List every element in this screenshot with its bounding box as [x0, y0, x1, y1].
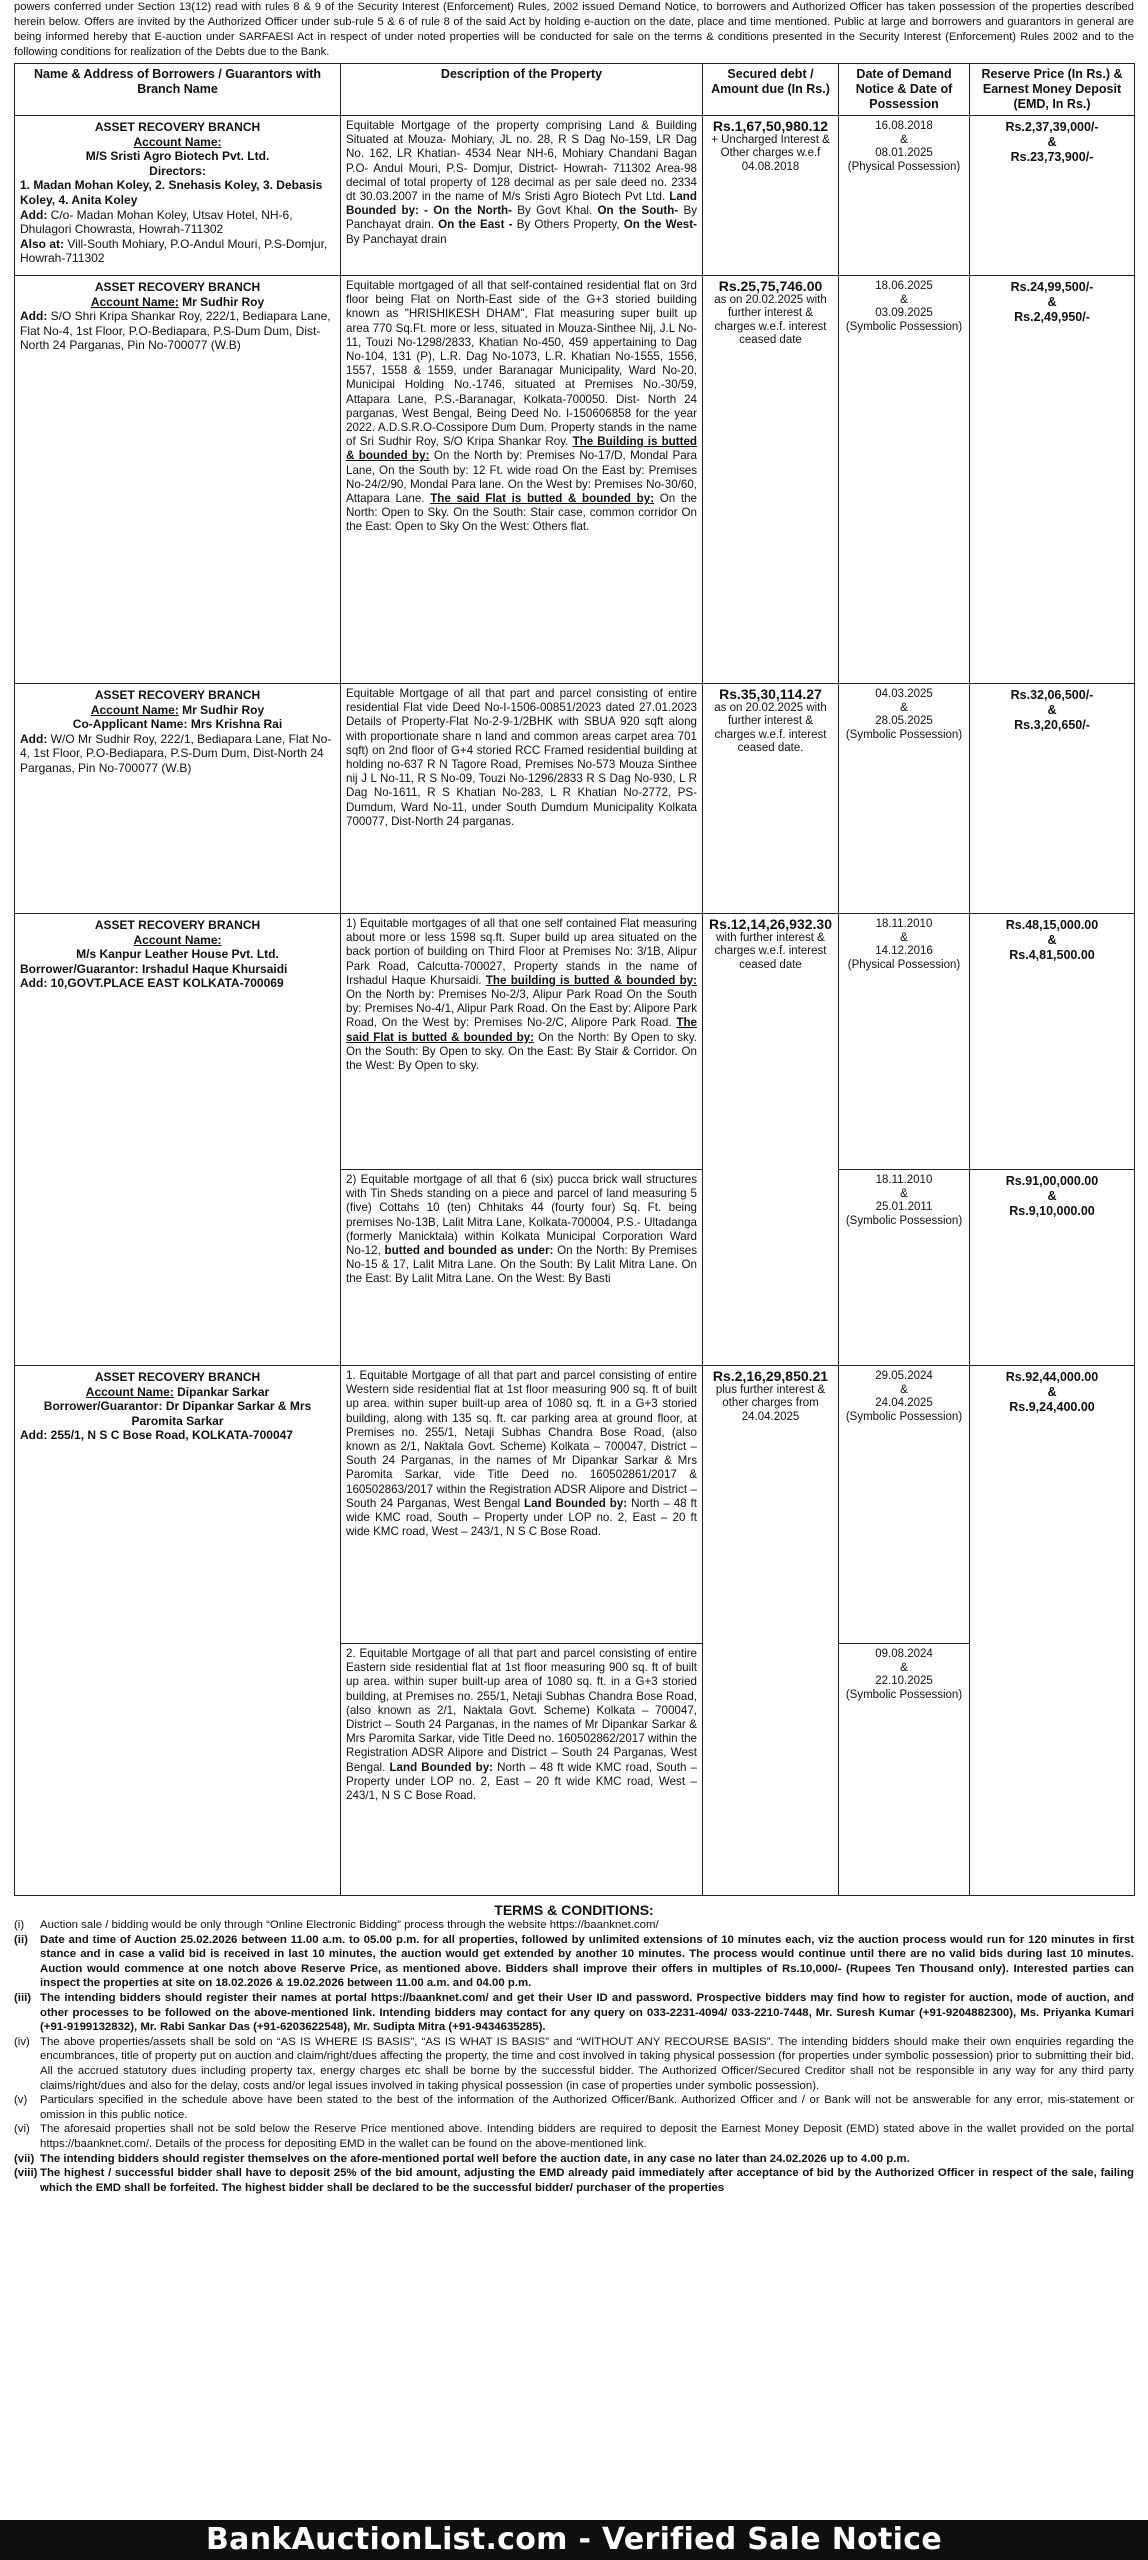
property-description: 1. Equitable Mortgage of all that part and parcel consisting of entire Western side residential flat at 1st floor measuring 900 sq. ft of built up area. within super built-up area of 1080 sq. ft. in a G+3 storied building, along with 135 sq. ft. car parking area at ground floor, at Premises no. 255/1, Netaji Subhas Chandra Bose Road, (also known as 2/1, Naktala Govt. Scheme) Kolkata – 700047, District – South 24 Parganas, in the names of Mr Dipankar Sarkar & Mrs Paromita Sarkar, vide Title Deed no. 160502861/2017 & 160502863/2017 within the Registration ADSR Alipore and District – South 24 Parganas, West Bengal [346, 1369, 697, 1510]
table-row [15, 116, 1135, 276]
terms-list [14, 1918, 1134, 2195]
reserve-price: Rs.2,37,39,000/- [1005, 120, 1099, 134]
bounded-label: Land Bounded by: [523, 1496, 628, 1510]
account-label: Account Name: [90, 294, 179, 309]
possession-date: 28.05.2025 [875, 715, 933, 728]
footer-banner: BankAuctionList.com - Verified Sale Notice [0, 2520, 1148, 2560]
debt-cell [703, 914, 839, 1366]
emd-amount: Rs.2,49,950/- [1014, 310, 1090, 324]
dates-cell [839, 914, 970, 1170]
branch-name: ASSET RECOVERY BRANCH [94, 280, 261, 294]
ampersand: & [1047, 703, 1057, 717]
possession-type: (Symbolic Possession) [845, 1214, 963, 1227]
demand-date: 09.08.2024 [875, 1648, 933, 1660]
demand-date: 18.06.2025 [875, 280, 933, 292]
possession-date: 08.01.2025 [875, 147, 933, 160]
directors-label: Directors: [149, 163, 206, 178]
header-description: Description of the Property [341, 64, 703, 116]
property-description: 1) Equitable mortgages of all that one self contained Flat measuring about more or less 1598 sq.ft. Super build up area situated on the back portion of building on Third Floor at Premises No: 3/1B, Alipur Park Road, Calcutta-700027, Property stands in the name of Irshadul Haque Khursaidi. [346, 917, 697, 987]
borrower-cell [15, 1366, 341, 1896]
possession-type: (Symbolic Possession) [845, 320, 963, 333]
building-bounded-label: The Building is butted & bounded by: [346, 435, 698, 463]
emd-amount: Rs.4,81,500.00 [1009, 948, 1095, 962]
description-cell [341, 914, 703, 1170]
borrower-cell [15, 684, 341, 914]
emd-amount: Rs.9,10,000.00 [1009, 1204, 1095, 1218]
header-reserve: Reserve Price (In Rs.) & Earnest Money Deposit (EMD, In Rs.) [970, 64, 1135, 116]
address-text: C/o- Madan Mohan Koley, Utsav Hotel, NH-6, Dhulagori Chowrasta, Howrah-711302 [20, 207, 293, 237]
account-label: Account Name: [133, 932, 222, 947]
bounded-label: Land Bounded by: - On the North- [346, 190, 697, 218]
property-description: 2) Equitable mortgage of all that 6 (six) pucca brick wall structures with Tin Sheds standing on a piece and parcel of land measuring 5 (five) Cottahs 10 (ten) Chhitaks 44 (fourty four) Sq. Ft. being premises No-13B, Lalit Mitra Lane, Kolkata-700004, P.S.- Ultadanga (formerly Manicktala) within Kolkata Municipal Corporation Ward No-12, [346, 1173, 697, 1258]
possession-date: 22.10.2025 [875, 1675, 933, 1688]
guarantor-label: Borrower/Guarantor: [43, 1399, 163, 1414]
account-name: Mr Sudhir Roy [182, 702, 265, 717]
possession-date: 14.12.2016 [875, 945, 933, 958]
debt-cell [703, 1366, 839, 1896]
guarantor-name: Irshadul Haque Khursaidi [142, 961, 288, 976]
term-item [14, 1918, 1134, 1933]
address-label: Add: [20, 309, 48, 324]
debt-note: + Uncharged Interest & Other charges w.e.f 04.08.2018 [711, 133, 830, 173]
ampersand: & [900, 293, 908, 306]
debt-note: plus further interest & other charges from 24.04.2025 [715, 1383, 826, 1423]
description-cell [341, 276, 703, 684]
reserve-price: Rs.24,99,500/- [1010, 280, 1094, 294]
debt-amount: Rs.1,67,50,980.12 [712, 118, 829, 134]
possession-type: (Symbolic Possession) [845, 728, 963, 741]
term-item [14, 2035, 1134, 2093]
coapplicant-name: Mrs Krishna Rai [190, 717, 283, 732]
demand-date: 18.11.2010 [875, 1174, 933, 1186]
dates-cell [839, 1644, 970, 1896]
reserve-cell [970, 1170, 1135, 1366]
ampersand: & [900, 701, 908, 714]
reserve-price: Rs.32,06,500/- [1010, 688, 1094, 702]
ampersand: & [900, 1661, 908, 1674]
bounded-text: North – 48 ft wide KMC road, South – Property under LOP no. 2, East – 20 ft wide KMC road, West – 243/1, N S C Bose Road. [346, 1760, 697, 1803]
emd-amount: Rs.3,20,650/- [1014, 718, 1090, 732]
debt-cell [703, 116, 839, 276]
bound-south: By Panchayat drain. [346, 204, 697, 232]
term-number: (iv) [14, 2035, 30, 2048]
account-name: M/S Sristi Agro Biotech Pvt. Ltd. [85, 149, 270, 164]
also-at-text: Vill-South Mohiary, P.O-Andul Mouri, P.S-Domjur, Howrah-711302 [20, 236, 328, 266]
reserve-price: Rs.92,44,000.00 [1005, 1370, 1099, 1384]
table-row [15, 914, 1135, 1170]
possession-type: (Physical Possession) [847, 160, 961, 173]
bound-west: By Panchayat drain [346, 232, 447, 246]
directors-list: 1. Madan Mohan Koley, 2. Snehasis Koley, 3. Debasis Koley, 4. Anita Koley [20, 178, 323, 207]
term-text: Particulars specified in the schedule above have been stated to the best of the information of the Authorized Officer/Bank. Authorized Officer and / or Bank will not be answerable for any error, mis-statement or omission in this public notice. [40, 2094, 1134, 2121]
emd-amount: Rs.9,24,400.00 [1009, 1400, 1095, 1414]
debt-note: as on 20.02.2025 with further interest & charges w.e.f. interest ceased date. [714, 701, 827, 755]
branch-name: ASSET RECOVERY BRANCH [94, 918, 261, 932]
building-bounded-text: On the North by: Premises No-2/3, Alipur Park Road On the South by: Premises No-4/1, Alipur Park Road. On the East by: Alipore Park Road, On the West by: Premises No-2/C, Alipore Park Road. [346, 988, 697, 1030]
ampersand: & [900, 1187, 908, 1200]
term-text: The intending bidders should register themselves on the afore-mentioned portal well before the auction date, in any case no later than 24.02.2026 up to 4.00 p.m. [40, 2152, 910, 2165]
description-cell [341, 116, 703, 276]
possession-date: 25.01.2011 [875, 1201, 933, 1214]
term-text: The aforesaid properties shall not be sold below the Reserve Price mentioned above. Intending bidders are required to deposit the Earnest Money Deposit (EMD) stated above in the wallet provided on the portal https://baanknet.com/. Details of the process for depositing EMD in the wallet can be found on the above-mentioned link. [40, 2123, 1134, 2150]
ampersand: & [900, 1383, 908, 1396]
demand-date: 16.08.2018 [875, 120, 933, 132]
ampersand: & [1047, 1385, 1057, 1399]
term-number: (v) [14, 2094, 28, 2107]
possession-type: (Symbolic Possession) [845, 1688, 963, 1701]
ampersand: & [1047, 933, 1057, 947]
coapplicant-label: Co-Applicant Name: [72, 717, 188, 732]
term-item [14, 2093, 1134, 2122]
possession-date: 03.09.2025 [875, 307, 933, 320]
term-number: (iii) [14, 1991, 32, 2004]
term-text: Date and time of Auction 25.02.2026 between 11.00 a.m. to 05.00 p.m. for all properties, followed by unlimited extensions of 10 minutes each, viz the auction process would run for 120 minutes in first stance and in case a valid bid is received in last 10 minutes, the auction would get extended by another 10 minutes. The process would continue until there are no valid bids during last 10 minutes. Auction would commence at one notch above Reserve Price, as mentioned above. Bidders shall improve their offers in multiples of Rs.10,000/- (Rupees Ten Thousand only). Interested parties can inspect the properties at site on 18.02.2026 & 19.02.2026 between 11.00 a.m. and 04.00 p.m. [40, 1933, 1134, 1990]
ampersand: & [1047, 295, 1057, 309]
reserve-cell [970, 116, 1135, 276]
branch-name: ASSET RECOVERY BRANCH [94, 1370, 261, 1384]
bounded-label: butted and bounded as under: [384, 1244, 554, 1258]
table-row [15, 276, 1135, 684]
bound-east: By Others Property, [516, 218, 620, 232]
term-item [14, 2152, 1134, 2167]
debt-amount: Rs.25,75,746.00 [718, 278, 823, 294]
dates-cell [839, 684, 970, 914]
header-debt: Secured debt / Amount due (In Rs.) [703, 64, 839, 116]
account-label: Account Name: [133, 134, 222, 149]
branch-name: ASSET RECOVERY BRANCH [94, 688, 261, 702]
term-number: (i) [14, 1919, 25, 1931]
account-label: Account Name: [85, 1384, 174, 1399]
address-text: 10,GOVT.PLACE EAST KOLKATA-700069 [50, 976, 284, 991]
property-description: Equitable Mortgage of all that part and parcel consisting of entire residential Flat vide Deed No-I-1506-00851/2023 dated 27.01.2023 Details of Property-Flat No-2-9-1/2BHK with SBUA 920 sqft along with proportionate share n land and common areas carpet area 701 sqft) on 2nd floor of G+4 storied RCC Framed residential building at holding no-637 R N Tagore Road, Premises No-573 Mouza Sinthee nij J L No-11, R S No-09, Touzi No-1296/2833 R S Dag No-930, L R Dag No-1611, R S Khatian No-283, L R Khatian No-2772, PS-Dumdum, Ward No-11, under South Dumdum Municipality Kolkata 700077, Dist-North 24 parganas. [346, 687, 697, 828]
description-cell [341, 1366, 703, 1644]
dates-cell [839, 276, 970, 684]
demand-date: 18.11.2010 [875, 918, 933, 930]
intro-paragraph: powers conferred under Section 13(12) read with rules 8 & 9 of the Security Interest (Enforcement) Rules, 2002 issued Demand Notice, to borrowers and Authorized Officer has taken possession of the properties described herein below. Offers are invited by the Authorized Officer under sub-rule 5 & 6 of rule 8 of the said Act by holding e-auction on the date, place and time mentioned. Public at large and borrowers and guarantors in general are being informed hereby that E-auction under SARFAESI Act in respect of under noted properties will be conducted for sale on the terms & conditions presented in the Security Interest (Enforcement) Rules 2002 and to the following conditions for realization of the Debts due to the Bank. [14, 1, 1134, 58]
header-demand: Date of Demand Notice & Date of Possession [839, 64, 970, 116]
guarantor-label: Borrower/Guarantor: [20, 961, 139, 976]
term-text: The highest / successful bidder shall have to deposit 25% of the bid amount, adjusting the EMD already paid immediately after acceptance of bid by the Authorized Officer in respect of the sale, failing which the EMD shall be forfeited. The highest bidder shall be declared to be the successful bidder/ purchaser of the properties [40, 2167, 1134, 2194]
account-name: M/s Kanpur Leather House Pvt. Ltd. [76, 947, 279, 962]
debt-cell [703, 276, 839, 684]
notice-page [14, 0, 1134, 2195]
reserve-cell [970, 276, 1135, 684]
dates-cell [839, 116, 970, 276]
table-row [15, 684, 1135, 914]
term-text: The above properties/assets shall be sold on “AS IS WHERE IS BASIS”, “AS IS WHAT IS BASIS” and “WITHOUT ANY RECOURSE BASIS”. The intending bidders should make their own enquiries regarding the encumbrances, title of property put on auction and claim/right/dues affecting the property, the time and cost involved in taking physical possession (for properties under symbolic possession) prior to submitting their bid. All the accrued statutory dues including property tax, energy charges etc shall be borne by the successful bidder. The Authorized Officer/Secured Creditor shall not be responsible in any way for any third party claims/right/dues and also for the delay, costs and/or legal issues involved in taking physical possession (in case of properties under symbolic possession). [40, 2035, 1134, 2092]
bounded-text: North – 48 ft wide KMC road, South – Property under LOP no. 2, East – 20 ft wide KMC road, West – 243/1, N S C Bose Road. [346, 1496, 697, 1539]
ampersand: & [1047, 135, 1057, 149]
flat-bounded-text: On the North: By Open to sky. On the South: By Open to sky. On the East: By Stair & Corridor. On the West: By Open to sky. [346, 1030, 697, 1073]
ampersand: & [900, 133, 908, 146]
reserve-cell [970, 914, 1135, 1170]
branch-name: ASSET RECOVERY BRANCH [94, 120, 261, 134]
dates-cell [839, 1170, 970, 1366]
term-number: (vi) [14, 2123, 30, 2136]
emd-amount: Rs.23,73,900/- [1010, 150, 1094, 164]
bounded-text: On the North: By Premises No-15 & 17, Lalit Mitra Lane. On the South: By Lalit Mitra Lane. On the East: By Lalit Mitra Lane. On the West: By Basti [346, 1244, 697, 1286]
address-label: Add: [20, 207, 48, 222]
debt-amount: Rs.12,14,26,932.30 [709, 916, 832, 932]
term-number: (vii) [14, 2152, 35, 2165]
debt-note: as on 20.02.2025 with further interest & charges w.e.f. interest ceased date [714, 293, 827, 347]
address-text: 255/1, N S C Bose Road, KOLKATA-700047 [50, 1428, 293, 1443]
address-label: Add: [20, 976, 48, 991]
property-description: Equitable mortgaged of all that self-contained residential flat on 3rd floor being Flat on North-East side of the G+3 storied building known as "HRISHIKESH DHAM", Flat measuring super built up area 770 Sq.Ft. more or less, situated in Mouza-Sinthee Nij, J.L No-11, Touzi No-1298/2833, Khatian No-450, 459 appertaining to Dag No-104, 131 (P), L.R. Dag No-1073, L.R. Khatian No-1555, 1556, 1557, 1558 & 1559, under Baranagar Municipality, Ward No-20, Municipal Holding No.-1746, situated at Premises No.-30/59, Attapara Lane, P.S.-Baranagar, Kolkata-700050. Dist- North 24 parganas, West Bengal, Being Deed No. I-150606858 for the year 2022. A.D.S.R.O-Cossipore Dum Dum. Property stands in the name of Sri Sudhir Roy, S/O Kripa Shankar Roy. [346, 279, 697, 449]
borrower-cell [15, 116, 341, 276]
debt-amount: Rs.2,16,29,850.21 [712, 1368, 829, 1384]
reserve-price: Rs.48,15,000.00 [1005, 918, 1099, 932]
flat-bounded-label: The said Flat is butted & bounded by: [346, 1016, 697, 1044]
auction-table [14, 63, 1135, 1896]
bound-north: By Govt Khal. [517, 204, 593, 218]
flat-bounded-text: On the North: Open to Sky. On the South: Stair case, common corridor On the East: Open to Sky On the West: Others flat. [346, 492, 697, 534]
building-bounded-text: On the North by: Premises No-17/D, Mondal Para Lane, On the South by: 12 Ft. wide road On the East by: Premises No-24/2/90, Mondal Para lane. On the West by: Premises No-30/60, Attapara Lane. [346, 449, 697, 506]
bound-south-label: On the South- [597, 204, 679, 218]
term-number: (ii) [14, 1933, 28, 1946]
table-row [15, 1366, 1135, 1644]
address-label: Add: [20, 731, 48, 746]
property-description: 2. Equitable Mortgage of all that part and parcel consisting of entire Eastern side residential flat at 1st floor measuring 900 sq. ft of built up area. within super built-up area of 1080 sq. ft. in a G+3 storied building, at Premises no. 255/1, Netaji Subhas Chandra Bose Road, (also known as 2/1, Naktala Govt. Scheme) Kolkata – 700047, District – South 24 Parganas, in the names of Mr Dipankar Sarkar & Mrs Paromita Sarkar, vide Title Deed no. 160502862/2017 within the Registration ADSR Alipore and District – South 24 Parganas, West Bengal. [346, 1647, 697, 1774]
description-cell [341, 684, 703, 914]
account-name: Dipankar Sarkar [177, 1384, 270, 1399]
account-label: Account Name: [90, 702, 179, 717]
reserve-cell [970, 1366, 1135, 1896]
demand-date: 29.05.2024 [875, 1370, 933, 1382]
address-text: S/O Shri Kripa Shankar Roy, 222/1, Bediapara Lane, Flat No-4, 1st Floor, P.O-Bediapara, P.S-Dum Dum, Dist-North 24 Parganas, Pin No-700077 (W.B) [20, 309, 331, 353]
building-bounded-label: The building is butted & bounded by: [485, 973, 697, 987]
bound-west-label: On the West- [623, 218, 697, 232]
dates-cell [839, 1366, 970, 1644]
possession-type: (Physical Possession) [847, 958, 961, 971]
terms-title: TERMS & CONDITIONS: [494, 1902, 654, 1918]
demand-date: 04.03.2025 [875, 688, 933, 700]
description-cell [341, 1170, 703, 1366]
term-text: The intending bidders should register their names at portal https://baanknet.com/ and get their User ID and password. Prospective bidders may find how to register for auction, mode of auction, and other processes to be followed on the above-mentioned link. Intending bidders may contact for any query on 033-2231-4094/ 033-2210-7448, Mr. Suresh Kumar (+91-9204882300), Ms. Priyanka Kumari (+91-9199132832), Mr. Rabi Sankar Das (+91-6203622548), Mr. Sudipta Mitra (+91-9434635285). [40, 1991, 1134, 2034]
term-text: Auction sale / bidding would be only through “Online Electronic Bidding” process through the website https://baanknet.com/ [40, 1919, 659, 1931]
reserve-price: Rs.91,00,000.00 [1005, 1174, 1099, 1188]
debt-amount: Rs.35,30,114.27 [719, 686, 822, 702]
description-cell [341, 1644, 703, 1896]
flat-bounded-label: The said Flat is butted & bounded by: [430, 492, 655, 506]
term-item [14, 2122, 1134, 2151]
guarantor-name: Dr Dipankar Sarkar & Mrs Paromita Sarkar [131, 1399, 312, 1428]
ampersand: & [1047, 1189, 1057, 1203]
table-header-row [15, 64, 1135, 116]
debt-note: with further interest & charges w.e.f. interest ceased date [714, 931, 827, 971]
term-item [14, 1933, 1134, 1991]
term-item [14, 2166, 1134, 2195]
possession-date: 24.04.2025 [875, 1397, 933, 1410]
ampersand: & [900, 931, 908, 944]
also-at-label: Also at: [20, 236, 65, 251]
borrower-cell [15, 914, 341, 1366]
account-name: Mr Sudhir Roy [182, 294, 265, 309]
term-number: (viii) [14, 2167, 38, 2180]
borrower-cell [15, 276, 341, 684]
address-text: W/O Mr Sudhir Roy, 222/1, Bediapara Lane, Flat No-4, 1st Floor, P.O-Bediapara, P.S-Dum Dum, Dist-North 24 Parganas, Pin No-700077 (W.B) [20, 731, 332, 775]
address-label: Add: [20, 1428, 48, 1443]
debt-cell [703, 684, 839, 914]
reserve-cell [970, 684, 1135, 914]
header-borrower: Name & Address of Borrowers / Guarantors with Branch Name [15, 64, 341, 116]
possession-type: (Symbolic Possession) [845, 1410, 963, 1423]
bound-east-label: On the East - [438, 218, 513, 232]
property-description: Equitable Mortgage of the property comprising Land & Building Situated at Mouza- Mohiary, JL no. 28, R S Dag No-159, LR Dag No. 162, LR Khatian- 4534 Near NH-6, Mohiary Chandani Bagan P.O- Andul Mouri, P.S- Domjur, District- Howrah- 711302 Area-98 decimal of total property of 128 decimal as per sale deed no. 2334 dt 30.03.2007 in the name of M/s Sristi Agro Biotech Pvt Ltd. [346, 119, 697, 204]
bounded-label: Land Bounded by: [389, 1760, 494, 1774]
term-item [14, 1991, 1134, 2035]
